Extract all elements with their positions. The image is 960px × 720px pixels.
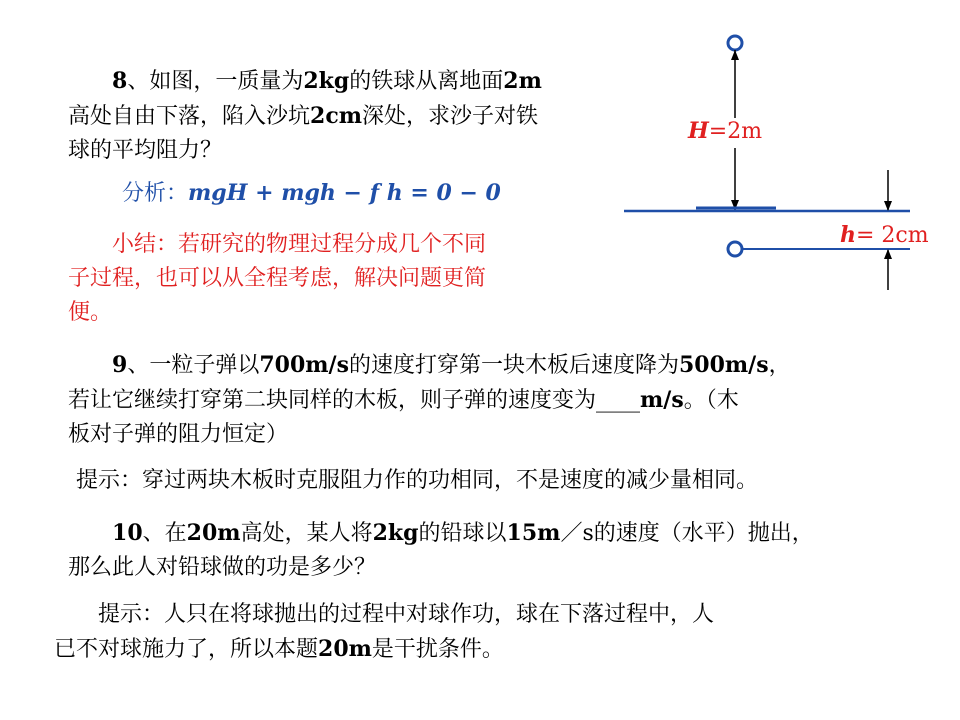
fall-diagram xyxy=(600,20,940,300)
hint-10-line-2: 已不对球施力了，所以本题20m是干扰条件。 xyxy=(54,636,504,662)
question-8-line-2: 高处自由下落，陷入沙坑2cm深处，求沙子对铁 xyxy=(68,103,539,129)
summary-line-1: 小结：若研究的物理过程分成几个不同 xyxy=(68,232,487,257)
h-arrowhead-down xyxy=(884,201,892,211)
question-9-line-3: 板对子弹的阻力恒定） xyxy=(68,422,289,447)
hint-9 xyxy=(54,464,758,498)
h-value: = 2cm xyxy=(856,223,929,248)
question-8 xyxy=(68,64,542,168)
ball-start-icon xyxy=(728,36,742,50)
hint-9-text: 提示：穿过两块木板时克服阻力作的功相同，不是速度的减少量相同。 xyxy=(54,468,759,493)
question-8-line-3: 球的平均阻力？ xyxy=(68,138,223,163)
question-9-line-1: 9、一粒子弹以700m/s的速度打穿第一块木板后速度降为500m/s， xyxy=(112,352,791,378)
H-arrowhead-up xyxy=(731,50,739,60)
analysis-equation: mgH + mgh − f h = 0 − 0 xyxy=(188,180,501,206)
ball-end-icon xyxy=(728,242,742,256)
h-variable: h xyxy=(840,222,856,248)
H-label xyxy=(688,118,762,145)
H-variable: H xyxy=(688,118,709,144)
question-9-line-2: 若让它继续打穿第二块同样的木板，则子弹的速度变为____m/s。（木 xyxy=(68,387,739,413)
question-9 xyxy=(68,348,791,452)
question-10-line-1: 10、在20m高处，某人将2kg的铅球以15m／s的速度（水平）抛出， xyxy=(112,520,814,546)
h-label xyxy=(840,222,929,249)
question-10-line-2: 那么此人对铅球做的功是多少？ xyxy=(68,555,377,580)
H-value: =2m xyxy=(708,119,763,144)
summary xyxy=(68,228,486,330)
question-10 xyxy=(68,516,814,585)
fall-diagram-svg xyxy=(600,20,940,300)
analysis-prefix: 分析： xyxy=(122,181,189,206)
summary-line-2: 子过程，也可以从全程考虑，解决问题更简 xyxy=(68,266,487,291)
analysis xyxy=(122,176,501,211)
h-arrowhead-up xyxy=(884,249,892,259)
question-8-line-1: 8、如图，一质量为2kg的铁球从离地面2m xyxy=(112,68,542,94)
hint-10-line-1: 提示：人只在将球抛出的过程中对球作功，球在下落过程中，人 xyxy=(54,602,715,627)
summary-line-3: 便。 xyxy=(68,300,113,325)
hint-10 xyxy=(54,598,714,667)
